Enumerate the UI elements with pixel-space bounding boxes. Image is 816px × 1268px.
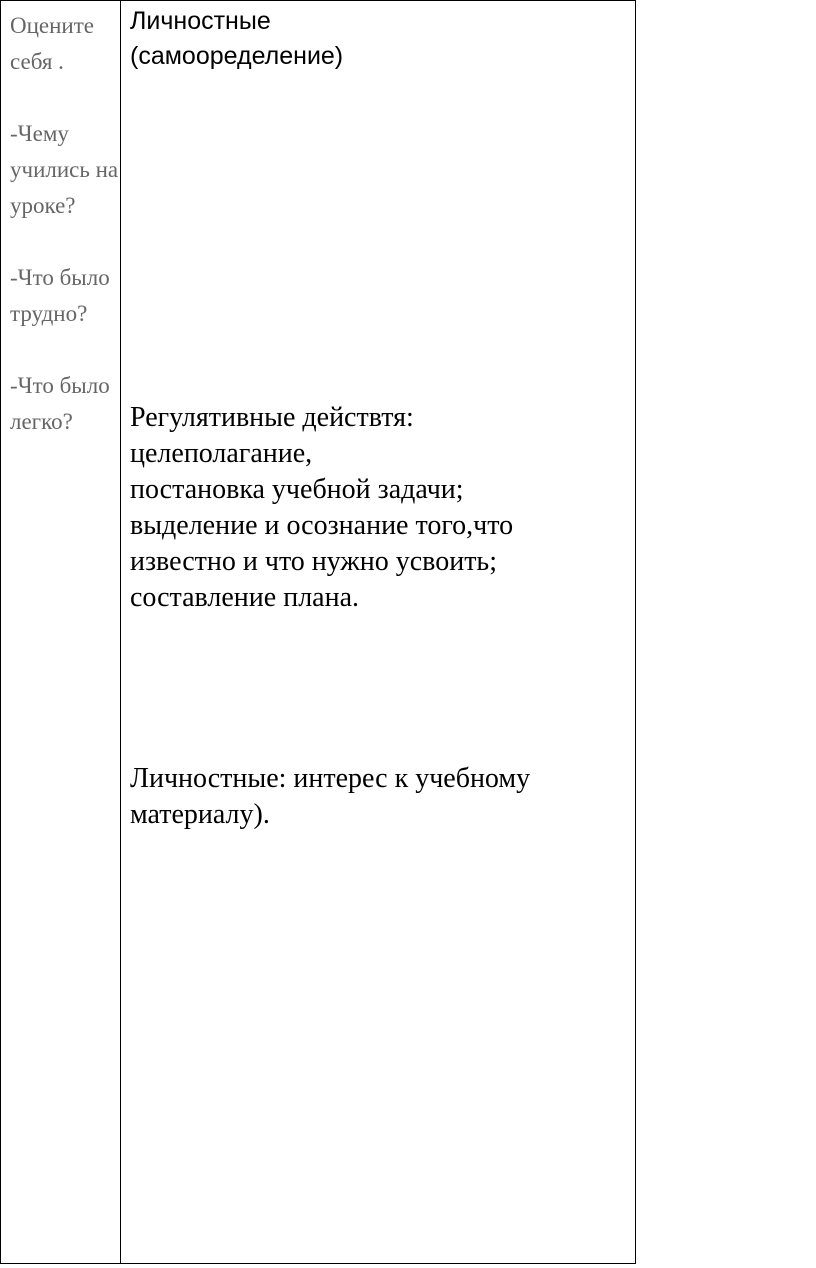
reflection-question-difficult: -Что было трудно? [10, 265, 110, 326]
learning-actions-column [121, 1, 635, 1263]
reflection-question-learned: -Чему учились на уроке? [10, 121, 119, 218]
reflection-prompt: Оцените себя . [10, 13, 95, 74]
personal-self-determination-text: Личностные (самооределение) [130, 7, 344, 70]
reflection-column [1, 1, 121, 1263]
reflection-question-easy: -Что было легко? [10, 373, 110, 434]
personal-interest-text: Личностные: интерес к учебному материалу). [130, 763, 531, 830]
regulatory-actions-text: Регулятивные действтя: целеполагание, постановка учебной задачи; выделение и осознание того,что известно и что нужно усвоить; составление плана. [130, 402, 514, 613]
